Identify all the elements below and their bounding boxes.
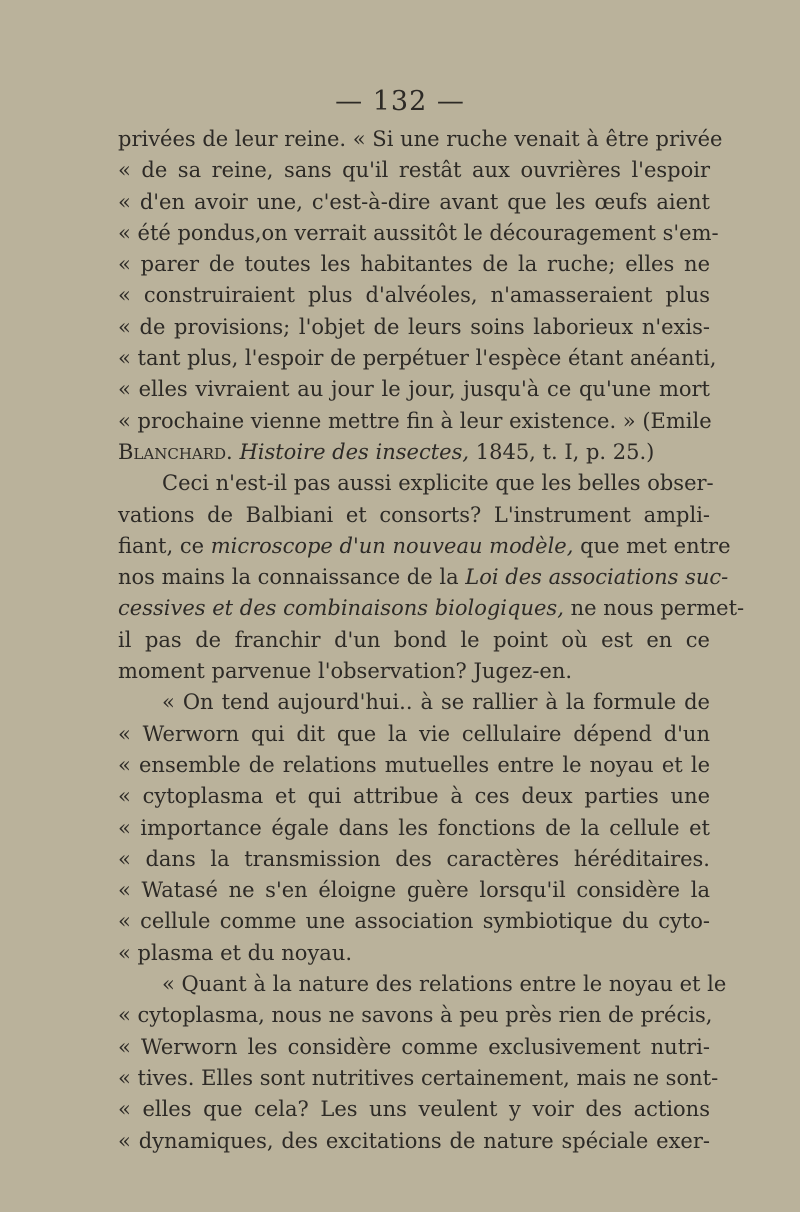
text-line: « prochaine vienne mettre fin à leur existence. » (Emile: [118, 408, 712, 433]
text-line: « construiraient plus d'alvéoles, n'amasseraient plus: [118, 283, 710, 308]
text-line: [118, 562, 729, 593]
text-line: « dynamiques, des excitations de nature spéciale exer-: [118, 1128, 710, 1153]
text-line: « de sa reine, sans qu'il restât aux ouvrières l'espoir: [118, 158, 710, 183]
text-line: « importance égale dans les fonctions de la cellule et: [118, 815, 710, 840]
text-line: « Werworn les considère comme exclusivement nutri-: [118, 1034, 710, 1059]
text-line: « de provisions; l'objet de leurs soins laborieux n'exis-: [118, 314, 710, 339]
text-line: il pas de franchir d'un bond le point où est en ce: [118, 627, 710, 652]
text-line: « cellule comme une association symbiotique du cyto-: [118, 909, 710, 934]
paragraph-start: « Quant à la nature des relations entre le noyau et le: [162, 972, 727, 997]
text-line: « elles que cela? Les uns veulent y voir des actions: [118, 1097, 710, 1122]
text-line: « cytoplasma, nous ne savons à peu près rien de précis,: [118, 1003, 713, 1028]
text-line: [118, 593, 745, 624]
text-line: « d'en avoir une, c'est-à-dire avant que les œufs aient: [118, 189, 710, 214]
text-line: privées de leur reine. « Si une ruche venait à être privée: [118, 127, 723, 151]
text-span: que met entre: [580, 533, 731, 558]
text-line: « tives. Elles sont nutritives certainement, mais ne sont-: [118, 1065, 719, 1090]
text-line: « elles vivraient au jour le jour, jusqu'à ce qu'une mort: [118, 377, 710, 402]
citation-details: 1845, t. I, p. 25.): [475, 439, 655, 464]
text-line: « tant plus, l'espoir de perpétuer l'espèce étant anéanti,: [118, 346, 717, 371]
citation-work: Histoire des insectes,: [239, 439, 470, 464]
text-line: « été pondus,on verrait aussitôt le découragement s'em-: [118, 220, 719, 245]
body-text: [118, 124, 745, 1157]
text-line: « Watasé ne s'en éloigne guère lorsqu'il considère la: [118, 878, 710, 903]
citation-author: Blanchard.: [118, 439, 233, 464]
paragraph-start: Ceci n'est-il pas aussi explicite que les belles obser-: [162, 471, 714, 496]
citation-line: [118, 437, 710, 468]
text-span: fiant, ce: [118, 533, 205, 558]
text-line: « parer de toutes les habitantes de la ruche; elles ne: [118, 252, 710, 277]
page-number: — 132 —: [335, 86, 465, 117]
text-span: nos mains la connaissance de la: [118, 565, 459, 590]
text-line: vations de Balbiani et consorts? L'instrument ampli-: [118, 502, 710, 527]
text-line: « Werworn qui dit que la vie cellulaire dépend d'un: [118, 721, 710, 746]
text-line: moment parvenue l'observation? Jugez-en.: [118, 659, 573, 684]
text-span: ne nous permet-: [570, 596, 745, 621]
italic-span: Loi des associations suc-: [465, 565, 729, 590]
paragraph-start: « On tend aujourd'hui.. à se rallier à la formule de: [162, 690, 710, 715]
text-line: « dans la transmission des caractères héréditaires.: [118, 846, 710, 871]
italic-span: cessives et des combinaisons biologiques,: [118, 596, 564, 621]
text-line: « ensemble de relations mutuelles entre le noyau et le: [118, 752, 710, 777]
text-line: [118, 531, 731, 562]
text-line: « plasma et du noyau.: [118, 940, 353, 965]
italic-span: microscope d'un nouveau modèle,: [210, 533, 574, 558]
text-line: « cytoplasma et qui attribue à ces deux parties une: [118, 784, 710, 809]
